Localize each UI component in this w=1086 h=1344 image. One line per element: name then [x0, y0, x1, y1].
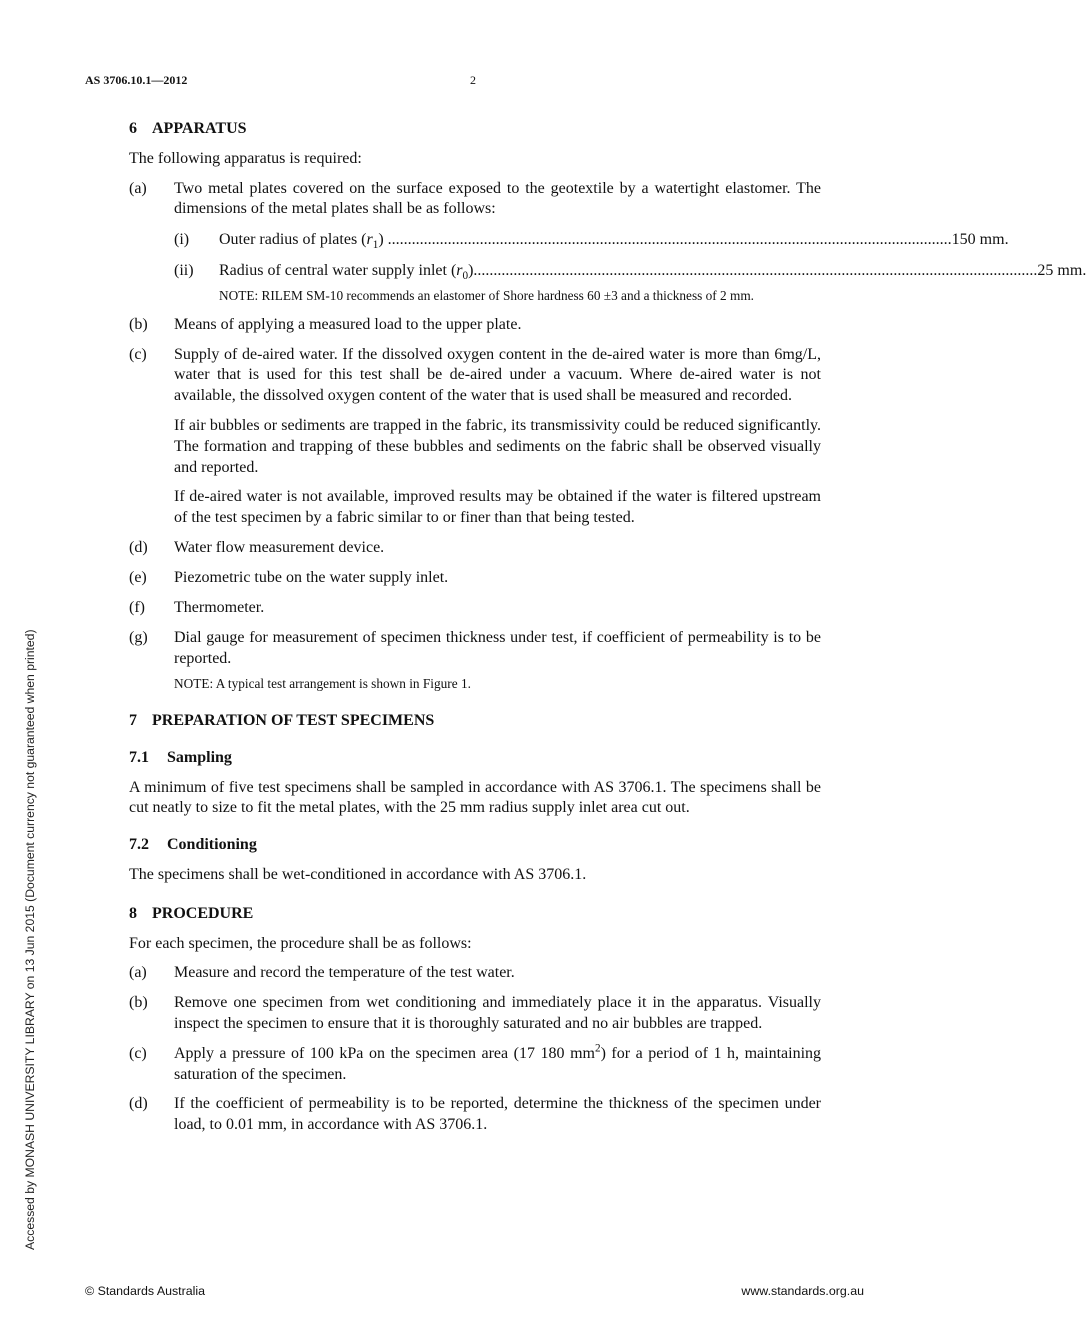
item-text: Means of applying a measured load to the upper plate. [174, 315, 522, 333]
dimension-value: 150 mm. [951, 231, 1009, 249]
section-8-intro: For each specimen, the procedure shall be as follows: [129, 934, 472, 952]
symbol: r [366, 231, 373, 249]
item-text: Two metal plates covered on the surface exposed to the geotextile by a watertight elastomer. The dimensions of the metal plates shall be as follows: [174, 179, 821, 218]
list-item-6e [129, 568, 821, 589]
standard-number: AS 3706.10.1—2012 [85, 73, 188, 87]
section-number: 6 [129, 120, 137, 137]
paragraph-6c-bubbles: If air bubbles or sediments are trapped in the fabric, its transmissivity could be reduced significantly. The formation and trapping of these bubbles and sediments on the fabric shall be observed visually and reported. [174, 416, 821, 476]
section-6-intro: The following apparatus is required: [129, 149, 362, 167]
item-label: (d) [129, 1095, 148, 1113]
item-label: (c) [129, 1044, 147, 1062]
item-text: If the coefficient of permeability is to be reported, determine the thickness of the specimen under load, to 0.01 mm, in accordance with AS 3706.1. [174, 1095, 821, 1134]
note-figure-1: NOTE: A typical test arrangement is shown in Figure 1. [174, 675, 471, 691]
footer-copyright: © Standards Australia [85, 1284, 206, 1298]
page-number: 2 [470, 73, 476, 87]
list-item-6g [129, 628, 821, 670]
clause-title: Conditioning [167, 836, 257, 854]
section-6-heading [129, 119, 821, 140]
clause-7-1-text: A minimum of five test specimens shall be sampled in accordance with AS 3706.1. The specimens shall be cut neatly to size to fit the metal plates, with the 25 mm radius supply inlet area cut out. [129, 778, 821, 817]
clause-number: 7.1 [129, 748, 149, 766]
dot-leader: ............................................................................................................................................. [383, 231, 952, 249]
item-label: (g) [129, 629, 148, 647]
section-8-heading [129, 904, 821, 925]
item-text-end: ) for a period of 1 h, maintaining saturation of the specimen. [174, 1044, 822, 1083]
item-label: (e) [129, 568, 147, 586]
section-title: PREPARATION OF TEST SPECIMENS [152, 711, 435, 729]
clause-title: Sampling [167, 748, 232, 766]
list-item-6b [129, 315, 821, 336]
clause-7-2-heading [129, 835, 821, 856]
item-label: (f) [129, 598, 145, 616]
section-number: 7 [129, 711, 137, 729]
note-elastomer: NOTE: RILEM SM-10 recommends an elastomer of Shore hardness 60 ±3 and a thickness of 2 mm. [219, 287, 755, 303]
list-item-8a [129, 963, 821, 984]
item-label: (b) [129, 315, 148, 333]
page-content [129, 119, 1086, 1136]
dot-leader: ............................................................................................................................................. [473, 261, 1038, 279]
list-item-6d [129, 538, 821, 559]
superscript: 2 [594, 1042, 601, 1055]
section-title: APPARATUS [152, 120, 247, 137]
item-text: Remove one specimen from wet conditioning and immediately place it in the apparatus. Visually inspect the specimen to ensure that it is thoroughly saturated and no air bubbles are trapped. [174, 994, 821, 1032]
clause-number: 7.2 [129, 836, 149, 854]
list-item-8d [129, 1094, 821, 1136]
item-label: (c) [129, 345, 147, 363]
item-label: (d) [129, 538, 148, 556]
item-text-end: ) [468, 261, 474, 279]
dimension-value: 25 mm. [1037, 261, 1086, 279]
list-item-8c [129, 1044, 821, 1086]
item-text: Water flow measurement device. [174, 538, 385, 556]
list-item-6f [129, 598, 821, 619]
section-title: PROCEDURE [152, 904, 254, 922]
item-label: (i) [174, 231, 190, 249]
subscript: 1 [372, 239, 379, 252]
symbol: r [456, 261, 463, 279]
footer-website-link[interactable]: www.standards.org.au [741, 1284, 864, 1298]
item-label: (a) [129, 179, 147, 197]
item-text: Dial gauge for measurement of specimen thickness under test, if coefficient of permeability is to be reported. [174, 629, 821, 668]
item-label: (a) [129, 964, 147, 982]
list-item-6c [129, 345, 821, 407]
item-text: Apply a pressure of 100 kPa on the specimen area (17 180 mm [174, 1044, 595, 1062]
access-watermark: Accessed by MONASH UNIVERSITY LIBRARY on 13 Jun 2015 (Document currency not guaranteed when printed) [23, 629, 37, 1250]
item-text: Measure and record the temperature of the test water. [174, 964, 515, 982]
clause-7-1-heading [129, 748, 821, 769]
item-label: (b) [129, 994, 148, 1012]
item-text: Radius of central water supply inlet ( [219, 261, 457, 279]
item-text: Thermometer. [174, 598, 265, 616]
clause-7-2-text: The specimens shall be wet-conditioned in accordance with AS 3706.1. [129, 865, 587, 883]
section-number: 8 [129, 904, 137, 922]
list-item-8b [129, 993, 821, 1035]
paragraph-6c-filtered: If de-aired water is not available, improved results may be obtained if the water is filtered upstream of the test specimen by a fabric similar to or finer than that being tested. [174, 488, 821, 527]
item-text: Outer radius of plates ( [219, 231, 367, 249]
list-item-6a-i [174, 230, 1009, 252]
list-item-6a-ii [174, 261, 1086, 283]
item-text-end: ) [378, 231, 384, 249]
list-item-6a [129, 179, 821, 221]
item-label: (ii) [174, 261, 194, 279]
item-text: Piezometric tube on the water supply inlet. [174, 568, 449, 586]
item-text: Supply of de-aired water. If the dissolved oxygen content in the de-aired water is more than 6mg/L, water that is used for this test shall be de-aired under a vacuum. Where de-aired water is not available, the dissolved oxygen content of the water that is used shall be measured and recorded. [174, 345, 821, 405]
subscript: 0 [462, 270, 469, 283]
section-7-heading [129, 711, 821, 732]
